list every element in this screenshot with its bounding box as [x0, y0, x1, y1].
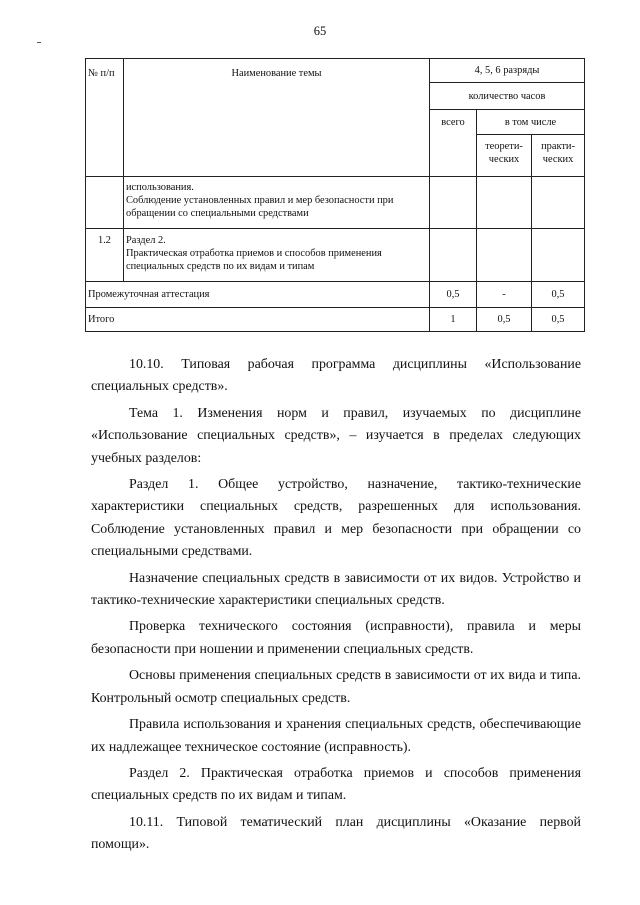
row-name: использования. Соблюдение установленных правил и мер безопасности при обращении со специальными средствами: [124, 177, 430, 229]
hours-table: [85, 58, 585, 332]
row-num: 1.2: [86, 229, 124, 282]
header-practice: практи- ческих: [532, 135, 585, 177]
header-including: в том числе: [477, 110, 585, 135]
summary-label: Итого: [86, 308, 430, 332]
header-topic: Наименование темы: [124, 59, 430, 177]
paragraph: Раздел 1. Общее устройство, назначение, тактико-технические характеристики специальных средств, разрешенных для использования. Соблюдение установленных правил и мер безопасности при обращении со специальными средствами.: [91, 477, 581, 560]
row-num: [86, 177, 124, 229]
table-row: [86, 229, 585, 282]
row-total: [430, 229, 477, 282]
summary-row-total: [86, 308, 585, 332]
body-text: [91, 354, 581, 857]
paragraph: Основы применения специальных средств в зависимости от их вида и типа. Контрольный осмотр специальных средств.: [91, 668, 581, 706]
header-theory: теорети- ческих: [477, 135, 532, 177]
row-total: [430, 177, 477, 229]
row-practice: [532, 229, 585, 282]
paragraph-10-11: 10.11. Типовой тематический план дисциплины «Оказание первой помощи».: [91, 814, 581, 853]
header-num: № п/п: [86, 59, 124, 177]
summary-total: 1: [430, 308, 477, 332]
header-hours: количество часов: [430, 83, 585, 110]
summary-practice: 0,5: [532, 282, 585, 308]
header-total: всего: [430, 110, 477, 177]
header-row-1: [86, 59, 585, 83]
row-practice: [532, 177, 585, 229]
scan-mark: [37, 42, 41, 43]
paragraph: Раздел 2. Практическая отработка приемов и способов применения специальных средств по их видам и типам.: [91, 765, 581, 804]
summary-row-interim: [86, 282, 585, 308]
summary-label: Промежуточная аттестация: [86, 282, 430, 308]
summary-practice: 0,5: [532, 308, 585, 332]
row-theory: [477, 229, 532, 282]
paragraph: Правила использования и хранения специальных средств, обеспечивающие их надлежащее техническое состояние (исправность).: [91, 717, 581, 755]
page-number: 65: [313, 24, 327, 38]
row-name: Раздел 2. Практическая отработка приемов и способов применения специальных средств по их видам и типам: [124, 229, 430, 282]
paragraph-10-10: 10.10. Типовая рабочая программа дисциплины «Использование специальных средств».: [91, 357, 581, 395]
header-grades: 4, 5, 6 разряды: [430, 59, 585, 83]
table-row: [86, 177, 585, 229]
summary-theory: 0,5: [477, 308, 532, 332]
row-theory: [477, 177, 532, 229]
paragraph: Проверка технического состояния (исправности), правила и меры безопасности при ношении и применении специальных средств.: [91, 619, 581, 657]
paragraph: Назначение специальных средств в зависимости от их видов. Устройство и тактико-технические характеристики специальных средств.: [91, 570, 581, 609]
summary-theory: -: [477, 282, 532, 308]
summary-total: 0,5: [430, 282, 477, 308]
paragraph: Тема 1. Изменения норм и правил, изучаемых по дисциплине «Использование специальных средств», – изучается в пределах следующих учебных разделов:: [91, 405, 581, 466]
